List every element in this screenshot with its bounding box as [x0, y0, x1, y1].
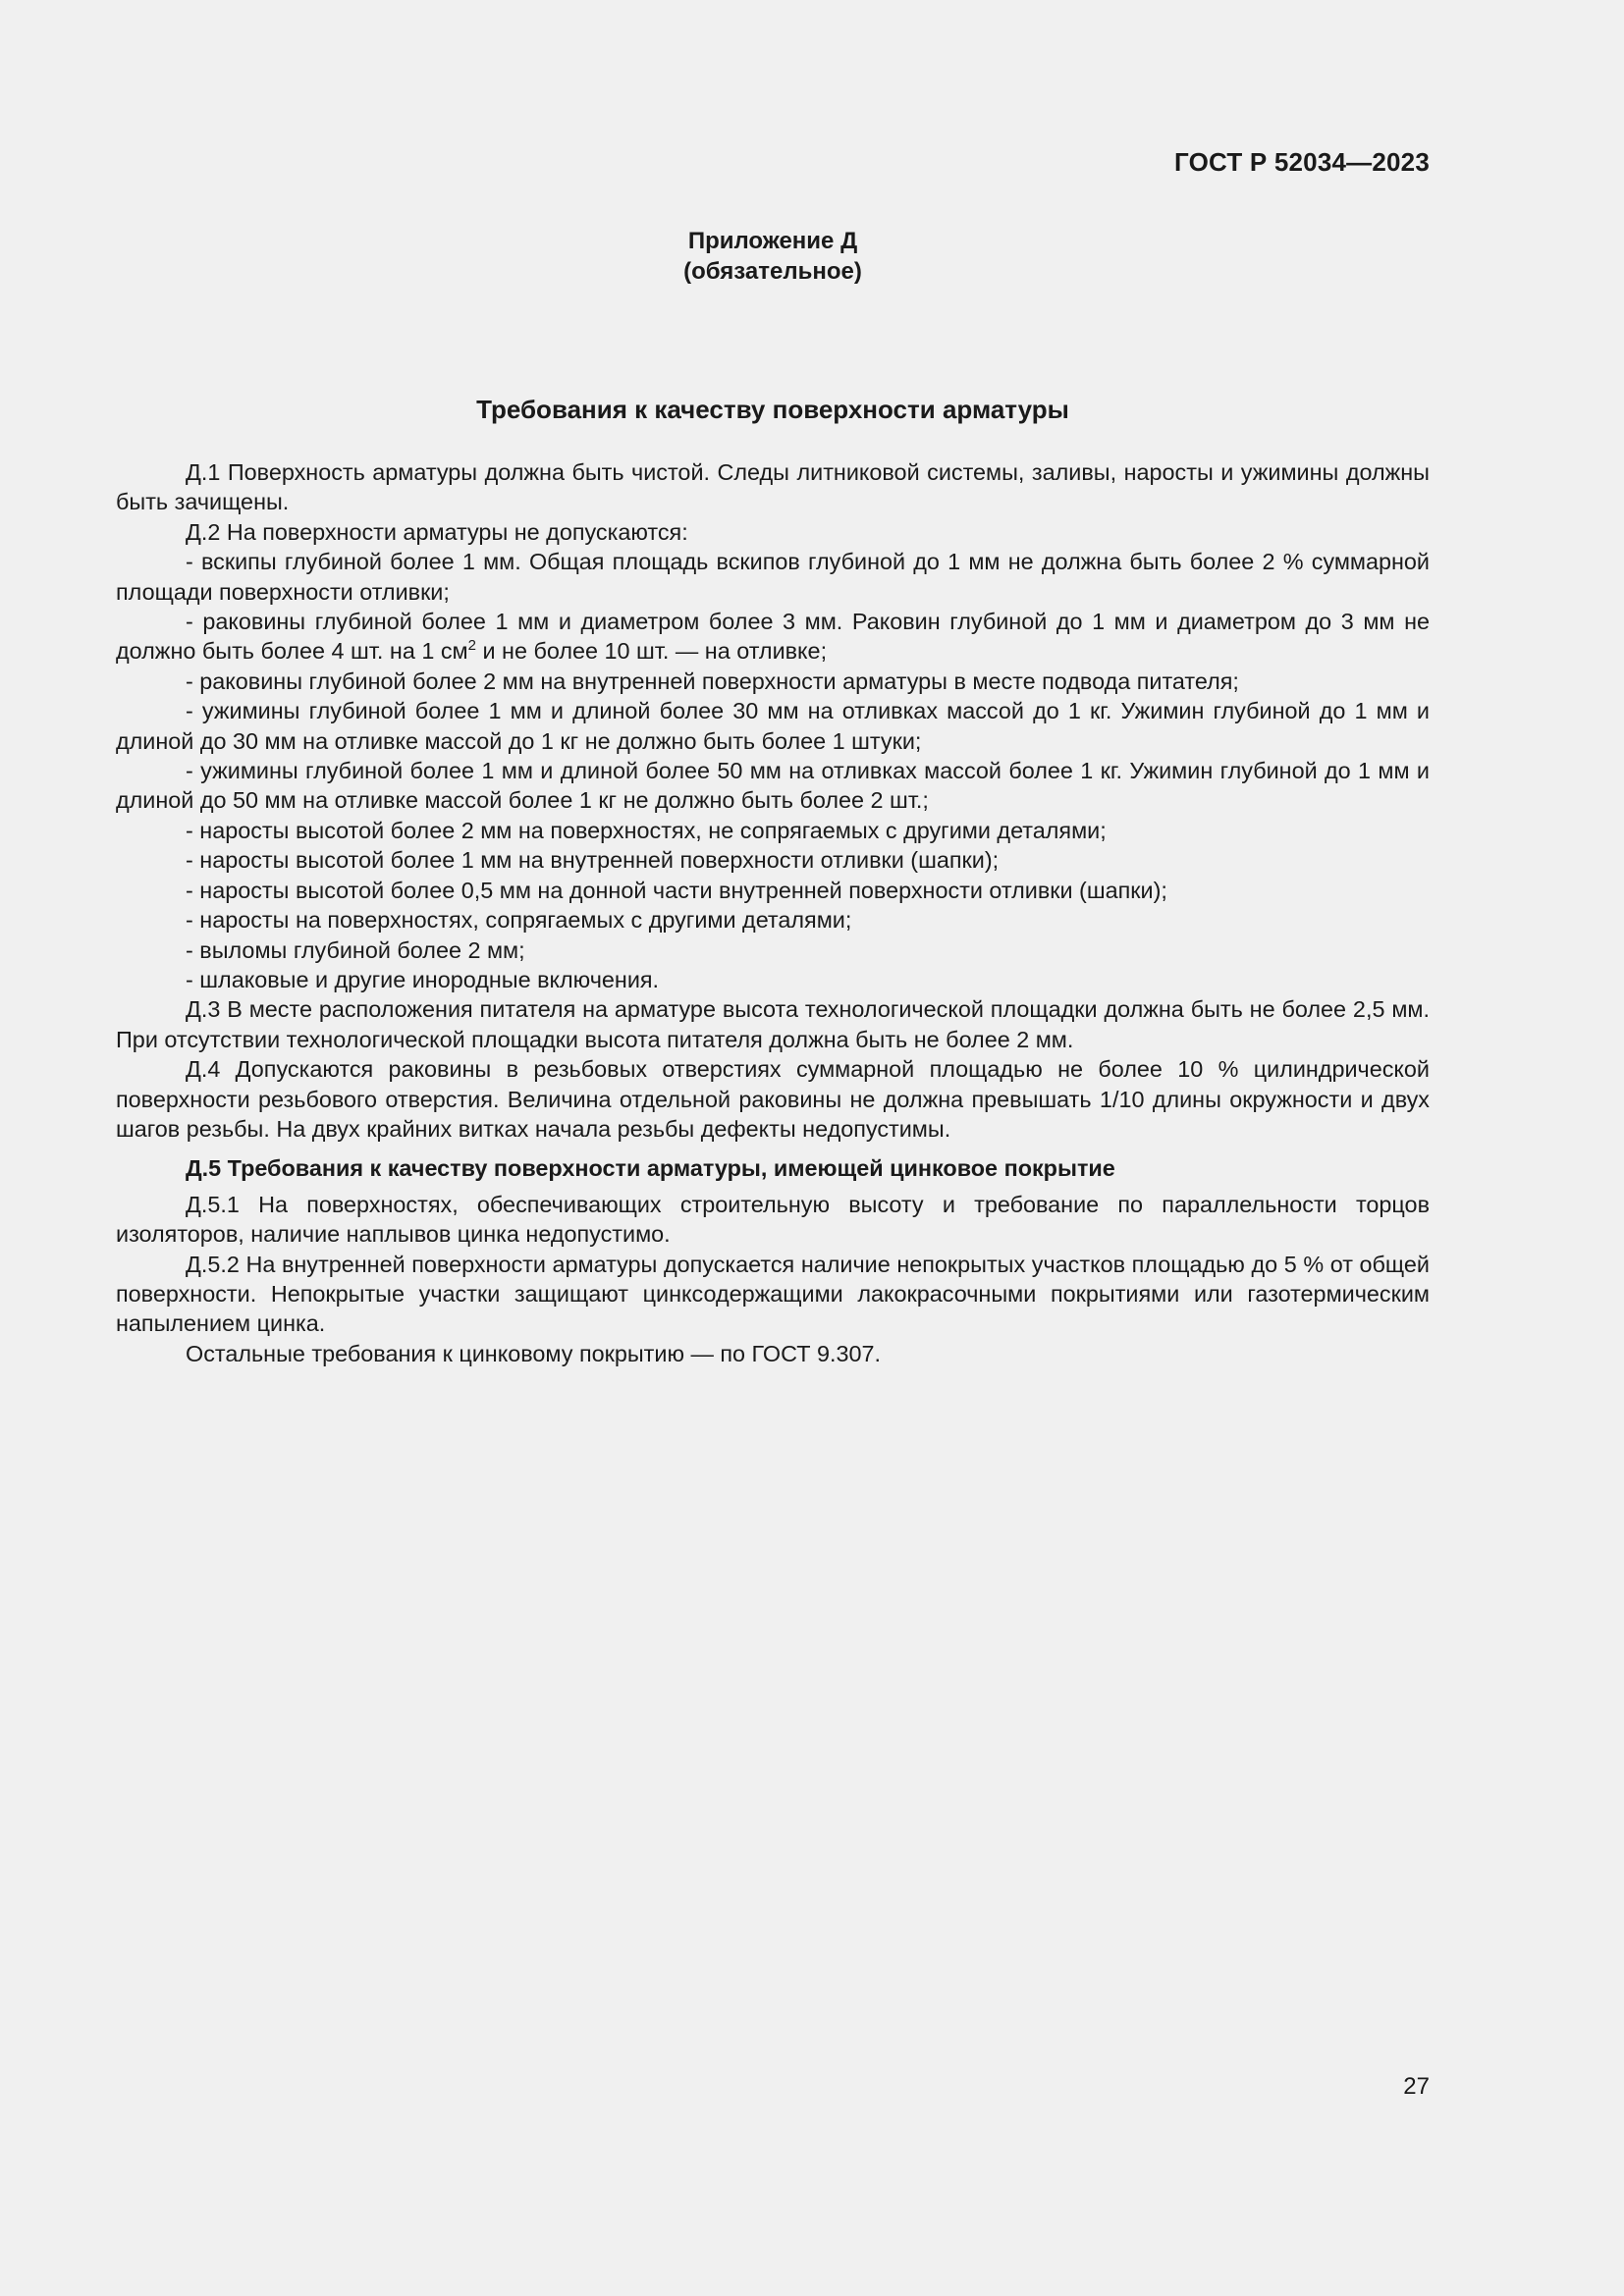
list-item-d2-1: - вскипы глубиной более 1 мм. Общая площадь вскипов глубиной до 1 мм не должна быть более 2 % суммарной площади поверхности отливки; [116, 549, 1430, 605]
subsection-title-d5: Д.5 Требования к качеству поверхности арматуры, имеющей цинковое покрытие [186, 1155, 1115, 1182]
list-item-d2-10: - выломы глубиной более 2 мм; [186, 936, 525, 963]
list-item-d2-6: - наросты высотой более 2 мм на поверхностях, не сопрягаемых с другими деталями; [186, 817, 1107, 843]
appendix-status: (обязательное) [683, 258, 862, 285]
list-item-d2-8: - наросты высотой более 0,5 мм на донной части внутренней поверхности отливки (шапки); [186, 877, 1167, 903]
list-item-d2-9: - наросты на поверхностях, сопрягаемых с другими деталями; [186, 907, 852, 934]
list-item-d2-4: - ужимины глубиной более 1 мм и длиной более 30 мм на отливках массой до 1 кг. Ужимин глубиной до 1 мм и длиной до 30 мм на отливке массой до 1 кг не должно быть более 1 штуки; [116, 698, 1430, 754]
list-item-d2-5: - ужимины глубиной более 1 мм и длиной более 50 мм на отливках массой более 1 кг. Ужимин глубиной до 1 мм и длиной до 50 мм на отливке массой более 1 кг не должно быть более 2 шт.; [116, 758, 1430, 814]
document-standard-number: ГОСТ Р 52034—2023 [1174, 147, 1430, 177]
paragraph-d5-rest: Остальные требования к цинковому покрытию — по ГОСТ 9.307. [186, 1340, 882, 1366]
page-number: 27 [1403, 2073, 1430, 2100]
list-item-d2-3: - раковины глубиной более 2 мм на внутренней поверхности арматуры в месте подвода питателя; [186, 667, 1239, 694]
list-item-d2-11: - шлаковые и другие инородные включения. [186, 966, 660, 992]
paragraph-d4: Д.4 Допускаются раковины в резьбовых отверстиях суммарной площадью не более 10 % цилиндрической поверхности резьбового отверстия. Величина отдельной раковины не должна превышать 1/10 длины окружности и двух шагов резьбы. На двух крайних витках начала резьбы дефекты недопустимы. [116, 1056, 1430, 1142]
paragraph-d5-2: Д.5.2 На внутренней поверхности арматуры допускается наличие непокрытых участков площадью до 5 % от общей поверхности. Непокрытые участки защищают цинксодержащими лакокрасочными покрытиями или газотермическим напылением цинка. [116, 1251, 1430, 1337]
list-item-d2-7: - наросты высотой более 1 мм на внутренней поверхности отливки (шапки); [186, 847, 1000, 874]
paragraph-d3: Д.3 В месте расположения питателя на арматуре высота технологической площадки должна быть не более 2,5 мм. При отсутствии технологической площадки высота питателя должна быть не более 2 мм. [116, 996, 1430, 1052]
paragraph-d1: Д.1 Поверхность арматуры должна быть чистой. Следы литниковой системы, заливы, наросты и ужимины должны быть зачищены. [116, 459, 1430, 515]
superscript-exponent: 2 [467, 636, 476, 654]
section-title: Требования к качеству поверхности арматуры [476, 395, 1069, 424]
appendix-heading [0, 226, 1545, 287]
appendix-title: Приложение Д [687, 228, 858, 254]
list-item-d2-2-text: - раковины глубиной более 1 мм и диаметром более 3 мм. Раковин глубиной до 1 мм и диаметром до 3 мм не должно быть более 4 шт. на 1 см [116, 609, 1430, 665]
paragraph-d5-1: Д.5.1 На поверхностях, обеспечивающих строительную высоту и требование по параллельности торцов изоляторов, наличие наплывов цинка недопустимо. [116, 1191, 1430, 1248]
list-item-d2-2-text-end: и не более 10 шт. — на отливке; [475, 638, 828, 665]
list-item-d2-2 [116, 607, 1430, 667]
paragraph-d2: Д.2 На поверхности арматуры не допускаются: [186, 518, 688, 545]
document-body [116, 457, 1430, 1368]
